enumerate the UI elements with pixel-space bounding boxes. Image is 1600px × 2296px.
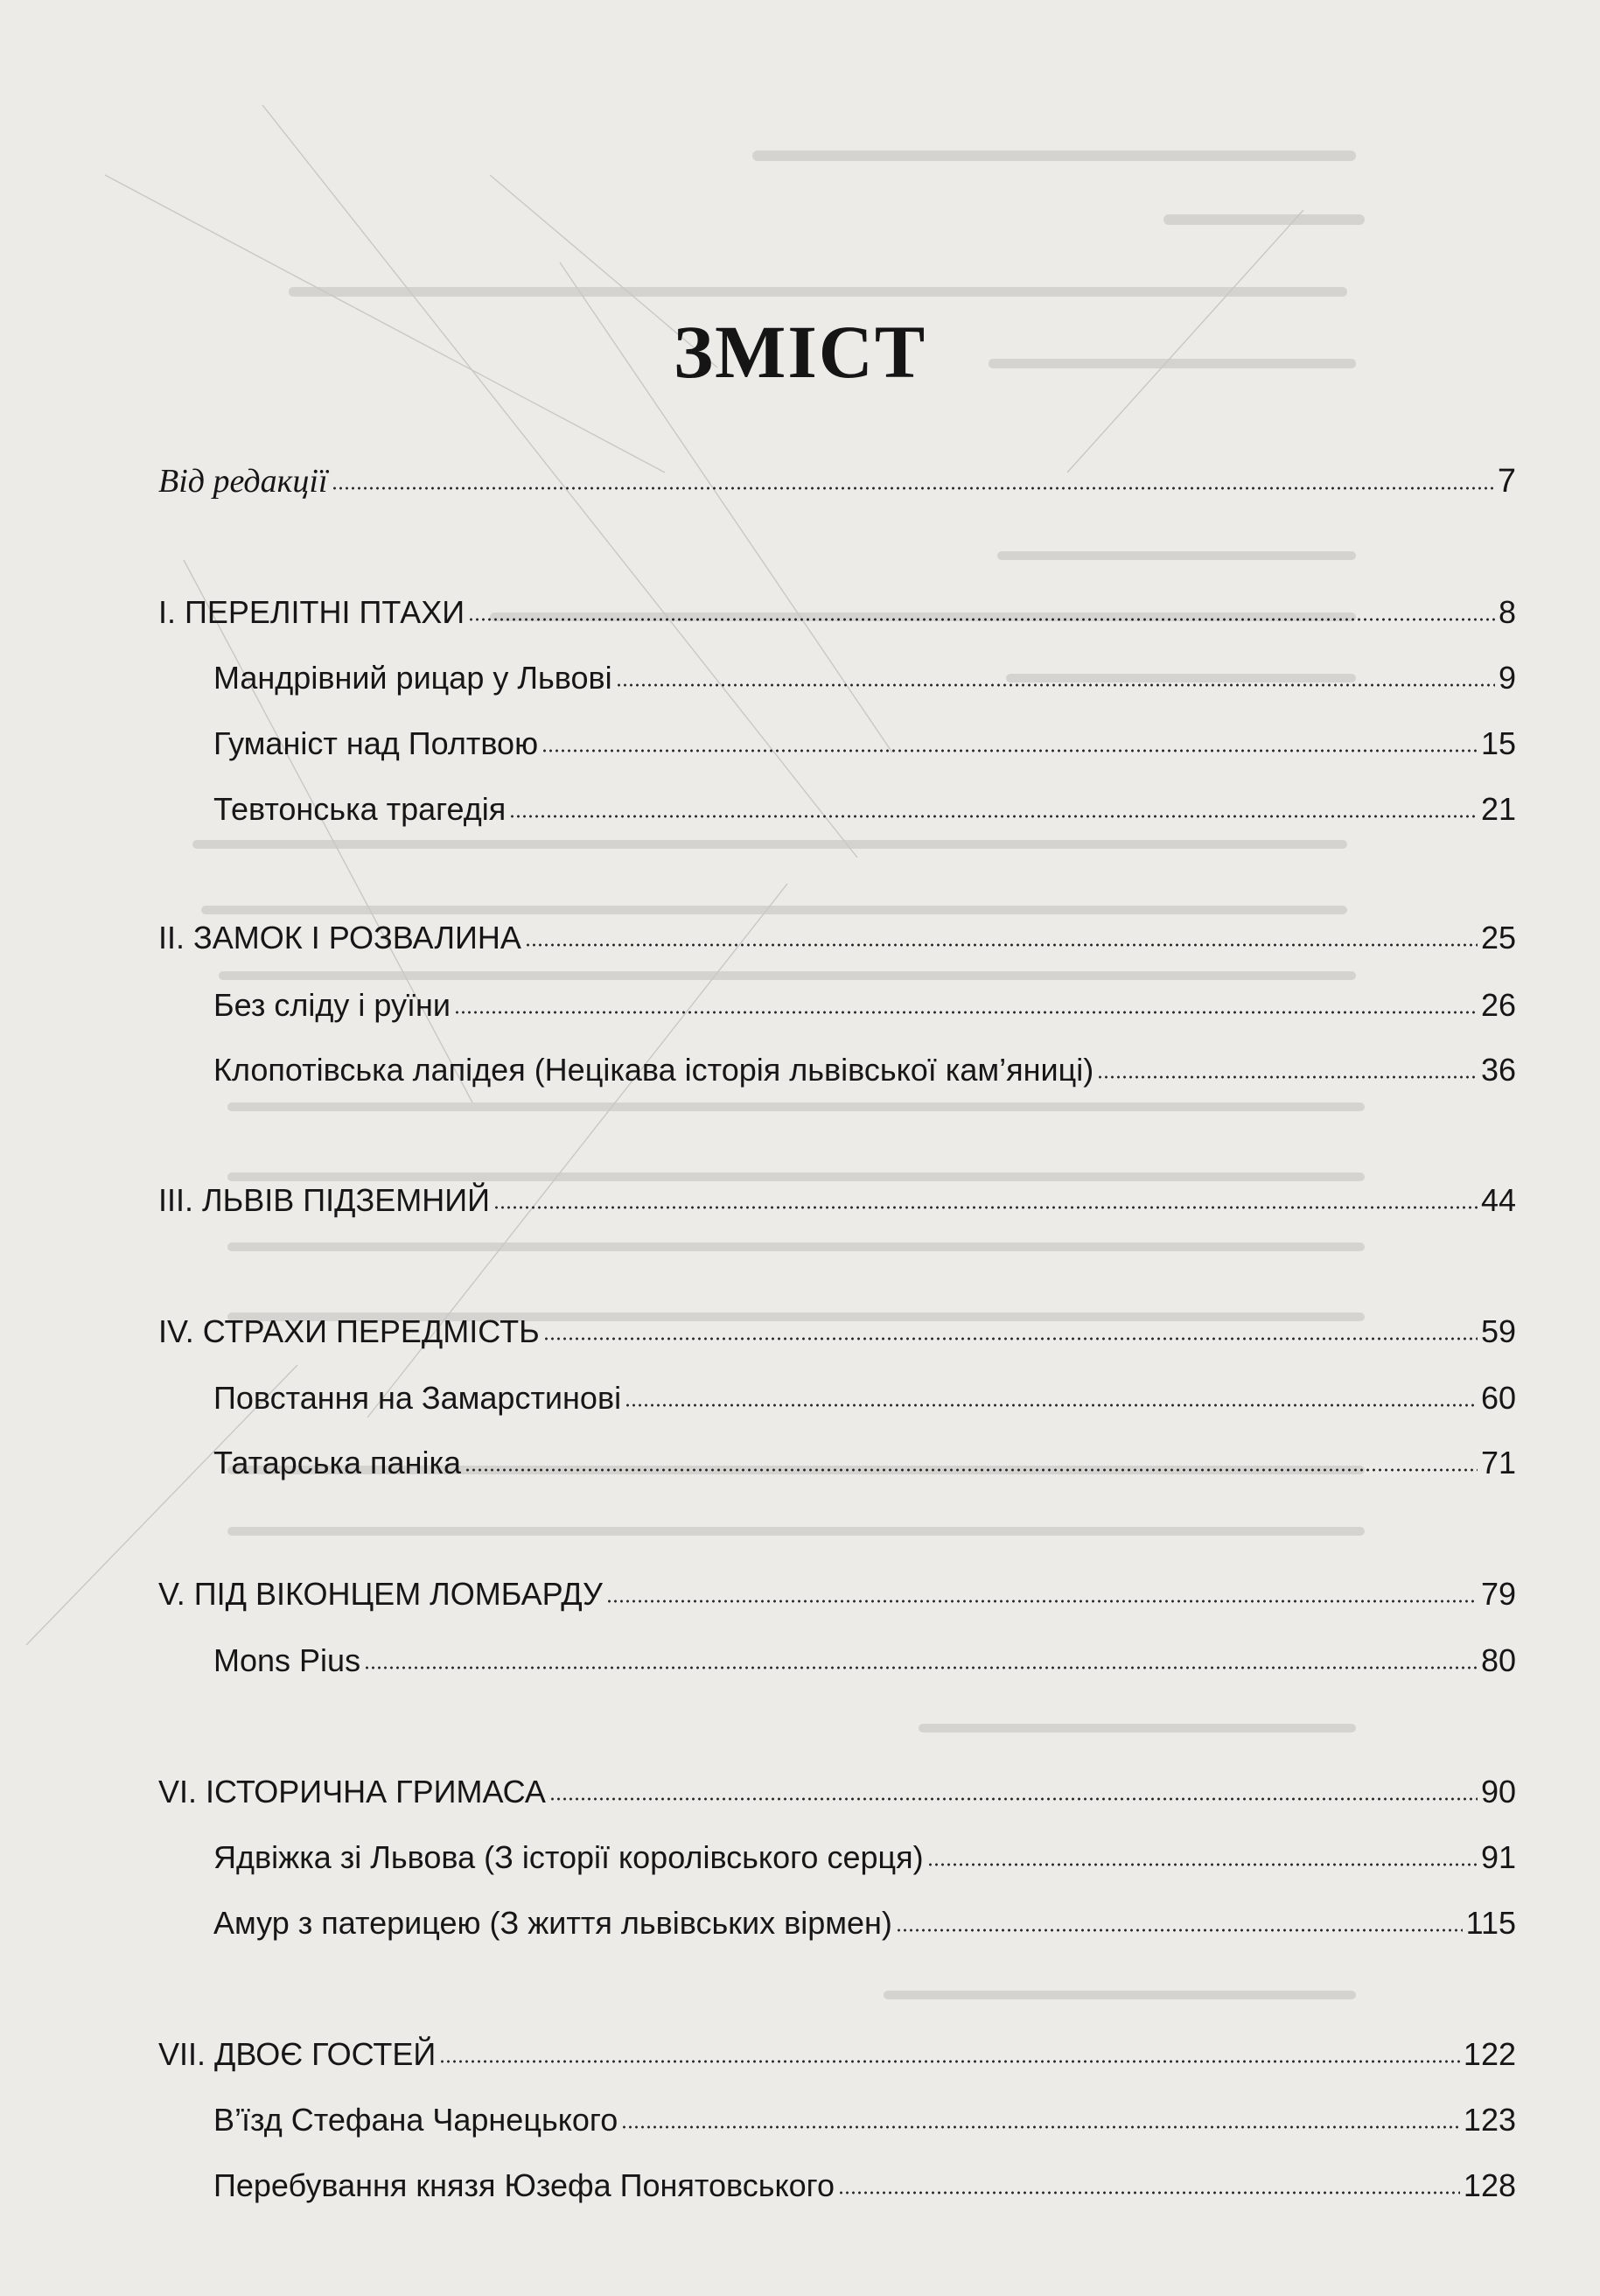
toc-section[interactable] — [158, 1773, 1516, 1811]
dot-leader — [543, 1337, 1478, 1340]
toc-section[interactable] — [158, 593, 1516, 632]
dot-leader — [927, 1863, 1478, 1866]
dot-leader — [332, 486, 1494, 490]
toc-page-number: 123 — [1463, 2102, 1516, 2138]
toc-entry[interactable] — [213, 1642, 1516, 1680]
toc-section[interactable] — [158, 1575, 1516, 1614]
toc-page-number: 25 — [1480, 920, 1516, 956]
dot-leader — [1097, 1075, 1478, 1079]
dot-leader — [364, 1666, 1478, 1670]
toc-page-number: 115 — [1465, 1905, 1516, 1941]
toc-entry[interactable] — [213, 986, 1516, 1025]
toc-entry[interactable] — [213, 1379, 1516, 1418]
dot-leader — [468, 618, 1495, 621]
toc-page-number: 128 — [1463, 2167, 1516, 2203]
toc-entry-label: Mons Pius — [213, 1642, 361, 1678]
toc-entry[interactable] — [213, 659, 1516, 697]
toc-entry-label: Перебування князя Юзефа Понятовського — [213, 2167, 835, 2203]
toc-page-number: 71 — [1480, 1445, 1516, 1480]
dot-leader — [625, 1404, 1478, 1407]
toc-page-number: 9 — [1498, 660, 1516, 696]
toc-section-label: І. ПЕРЕЛІТНІ ПТАХИ — [158, 594, 465, 630]
toc-section-label: VII. ДВОЄ ГОСТЕЙ — [158, 2036, 437, 2072]
dot-leader — [549, 1797, 1478, 1801]
toc-entry-label: Татарська паніка — [213, 1445, 462, 1480]
dot-leader — [606, 1600, 1478, 1603]
toc-page-number: 122 — [1463, 2036, 1516, 2072]
toc-page-number: 7 — [1497, 463, 1516, 500]
dot-leader — [838, 2191, 1460, 2194]
toc-entry[interactable] — [213, 1904, 1516, 1942]
toc-page-number: 36 — [1480, 1052, 1516, 1088]
dot-leader — [616, 683, 1495, 687]
toc-intro[interactable] — [158, 462, 1516, 500]
toc-entry-label: Мандрівний рицар у Львові — [213, 660, 612, 696]
toc-entry[interactable] — [213, 1838, 1516, 1877]
toc-section[interactable] — [158, 1312, 1516, 1351]
dot-leader — [439, 2060, 1460, 2063]
toc-section-label: V. ПІД ВІКОНЦЕМ ЛОМБАРДУ — [158, 1576, 603, 1612]
toc-section-label: VI. ІСТОРИЧНА ГРИМАСА — [158, 1774, 546, 1810]
toc-page-number: 21 — [1480, 791, 1516, 827]
toc-section-label: IV. СТРАХИ ПЕРЕДМІСТЬ — [158, 1313, 540, 1349]
toc-page-number: 44 — [1480, 1182, 1516, 1218]
toc-entry-label: Без сліду і руїни — [213, 987, 451, 1023]
toc-page-number: 26 — [1480, 987, 1516, 1023]
toc-section-label: ІІ. ЗАМОК І РОЗВАЛИНА — [158, 920, 521, 956]
toc-entry[interactable] — [213, 1051, 1516, 1089]
toc-page-number: 90 — [1480, 1774, 1516, 1810]
toc-entry[interactable] — [213, 2166, 1516, 2205]
toc-entry[interactable] — [213, 2101, 1516, 2139]
dot-leader — [493, 1206, 1478, 1209]
toc-entry[interactable] — [213, 790, 1516, 829]
toc-page-number: 8 — [1498, 594, 1516, 630]
toc-entry-label: Ядвіжка зі Львова (З історії королівського серця) — [213, 1839, 924, 1875]
toc-entry-label: Клопотівська лапідея (Нецікава історія львівської кам’яниці) — [213, 1052, 1094, 1088]
toc-section[interactable] — [158, 919, 1516, 957]
toc-entry-label: Повстання на Замарстинові — [213, 1380, 622, 1416]
toc-entry-label: Тевтонська трагедія — [213, 791, 507, 827]
dot-leader — [896, 1928, 1463, 1932]
toc-section[interactable] — [158, 1181, 1516, 1220]
dot-leader — [509, 815, 1478, 818]
toc-entry-label: Гуманіст над Полтвою — [213, 725, 539, 761]
dot-leader — [541, 749, 1478, 752]
toc-entry-label: Амур з патерицею (З життя львівських вірмен) — [213, 1905, 892, 1941]
toc-section[interactable] — [158, 2035, 1516, 2074]
toc-entry[interactable] — [213, 1444, 1516, 1482]
toc-page-number: 91 — [1480, 1839, 1516, 1875]
toc-section-label: ІІІ. ЛЬВІВ ПІДЗЕМНИЙ — [158, 1182, 491, 1218]
dot-leader — [454, 1011, 1478, 1014]
toc-entry-label: Від редакції — [158, 463, 328, 500]
toc-page-number: 79 — [1480, 1576, 1516, 1612]
dot-leader — [621, 2125, 1460, 2129]
dot-leader — [525, 943, 1478, 947]
toc-page-number: 80 — [1480, 1642, 1516, 1678]
toc-entry-label: В’їзд Стефана Чарнецького — [213, 2102, 618, 2138]
toc-page-number: 60 — [1480, 1380, 1516, 1416]
dot-leader — [465, 1468, 1478, 1472]
toc-page-number: 15 — [1480, 725, 1516, 761]
toc-entry[interactable] — [213, 724, 1516, 763]
page-title: ЗМІСТ — [673, 310, 927, 394]
toc-page-number: 59 — [1480, 1313, 1516, 1349]
